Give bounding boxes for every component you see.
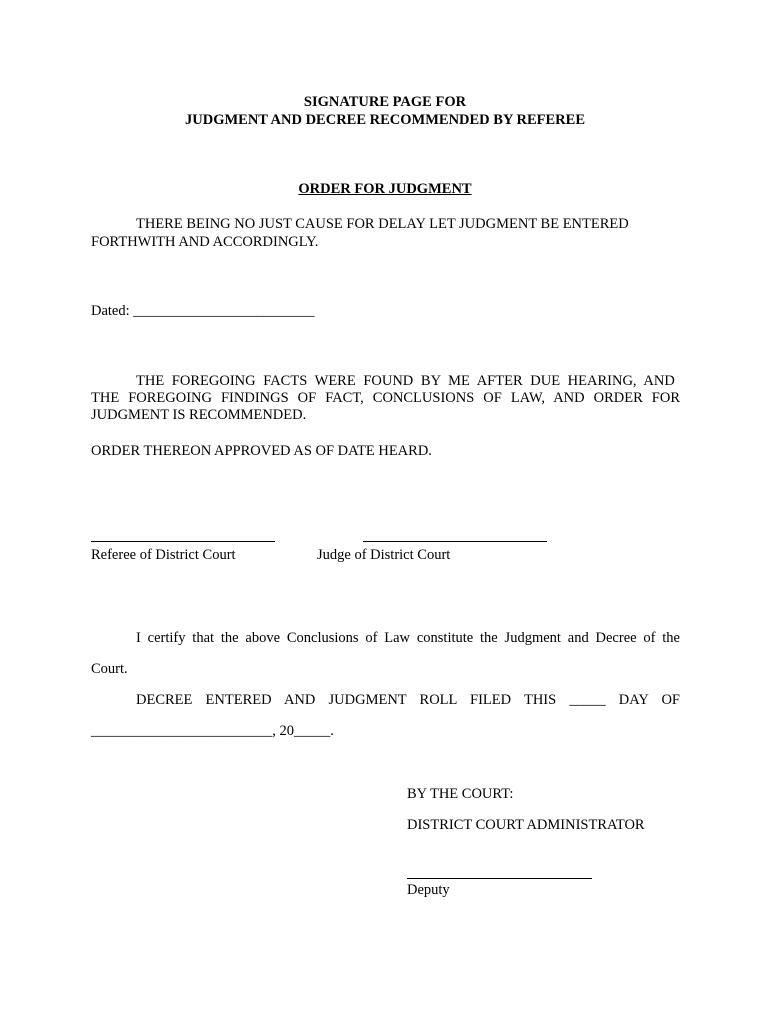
decree-line: DECREE ENTERED AND JUDGMENT ROLL FILED THIS _____ DAY OF [136, 692, 680, 708]
order-text-line-2: FORTHWITH AND ACCORDINGLY. [91, 234, 319, 250]
findings-line-2: THE FOREGOING FINDINGS OF FACT, CONCLUSIONS OF LAW, AND ORDER FOR [91, 390, 680, 406]
by-the-court: BY THE COURT: [407, 786, 514, 802]
findings-line-1-text: THE FOREGOING FACTS WERE FOUND BY ME AFTER DUE HEARING, AND [136, 373, 675, 389]
referee-signature-line [91, 541, 275, 542]
findings-line-1 [136, 373, 680, 390]
deputy-signature-line [407, 878, 592, 879]
certify-line-2: Court. [91, 661, 128, 677]
referee-label: Referee of District Court [91, 547, 236, 563]
approved-text: ORDER THEREON APPROVED AS OF DATE HEARD. [91, 443, 432, 459]
dated-field: Dated: _________________________ [91, 303, 315, 319]
order-heading: ORDER FOR JUDGMENT [298, 181, 472, 197]
title-line-1: SIGNATURE PAGE FOR [303, 94, 467, 110]
findings-line-3: JUDGMENT IS RECOMMENDED. [91, 407, 307, 423]
court-administrator: DISTRICT COURT ADMINISTRATOR [407, 817, 645, 833]
title-line-2: JUDGMENT AND DECREE RECOMMENDED BY REFEREE [185, 112, 585, 128]
certify-line-1: I certify that the above Conclusions of Law constitute the Judgment and Decree of the [136, 630, 680, 646]
order-text-line-1: THERE BEING NO JUST CAUSE FOR DELAY LET JUDGMENT BE ENTERED [136, 216, 629, 232]
deputy-label: Deputy [407, 882, 450, 898]
judge-label: Judge of District Court [317, 547, 451, 563]
judge-signature-line [363, 541, 547, 542]
date-line: _________________________, 20_____. [91, 723, 334, 739]
